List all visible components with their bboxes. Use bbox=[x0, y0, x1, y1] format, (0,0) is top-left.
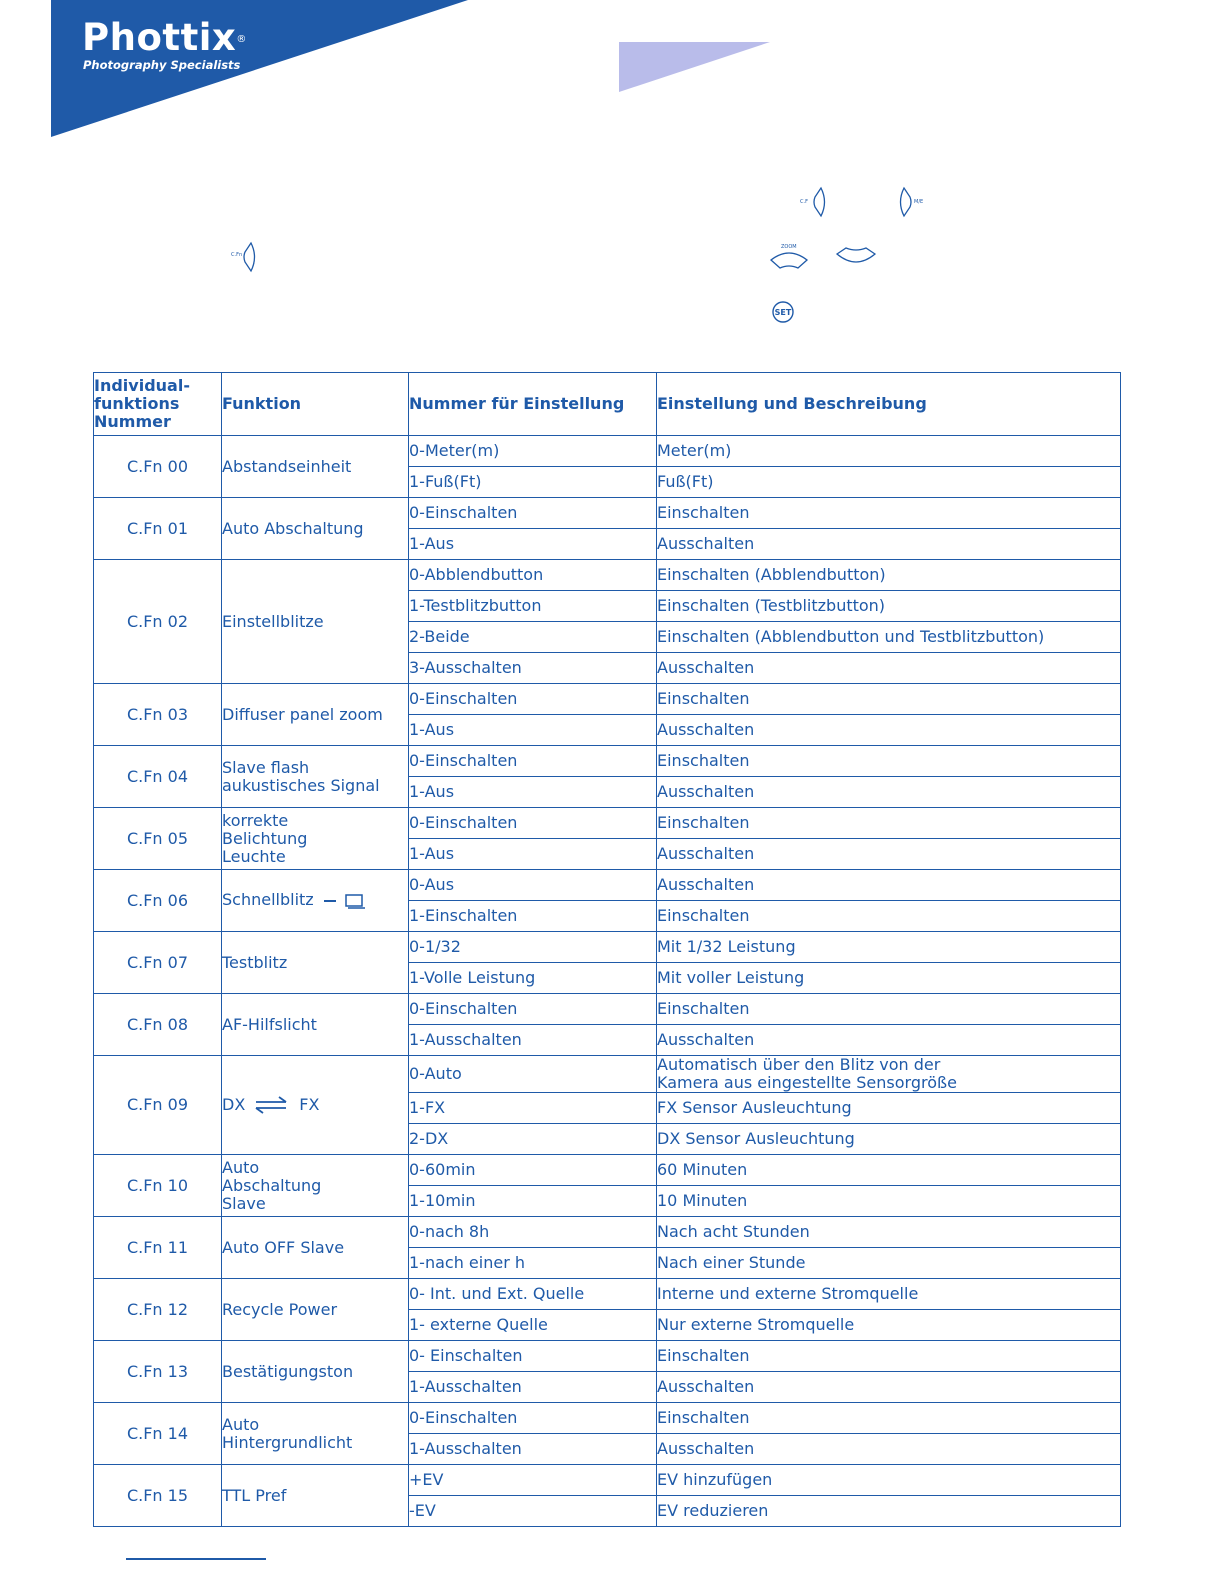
cfn-setting: 0-Einschalten bbox=[409, 808, 657, 839]
cfn-function bbox=[222, 1155, 409, 1217]
cfn-setting: 1-Aus bbox=[409, 777, 657, 808]
cfn-description bbox=[657, 1056, 1121, 1093]
description-line: EV reduzieren bbox=[657, 1501, 769, 1520]
description-line: Kamera aus eingestellte Sensorgröße bbox=[657, 1073, 957, 1092]
cfn-description bbox=[657, 436, 1121, 467]
table-header-row bbox=[94, 373, 1121, 436]
cfn-description bbox=[657, 870, 1121, 901]
description-line: 60 Minuten bbox=[657, 1160, 748, 1179]
cfn-setting: 1-10min bbox=[409, 1186, 657, 1217]
cfn-description bbox=[657, 1217, 1121, 1248]
function-label: TTL Pref bbox=[222, 1485, 287, 1505]
cfn-function bbox=[222, 1217, 409, 1279]
cfn-number: C.Fn 12 bbox=[94, 1279, 222, 1341]
function-label: Einstellblitze bbox=[222, 611, 324, 631]
description-line: Ausschalten bbox=[657, 782, 755, 801]
table-row bbox=[94, 498, 1121, 529]
cfn-function bbox=[222, 746, 409, 808]
cfn-number: C.Fn 13 bbox=[94, 1341, 222, 1403]
cfn-setting: 1-Aus bbox=[409, 529, 657, 560]
cfn-number: C.Fn 03 bbox=[94, 684, 222, 746]
function-label: Auto Abschaltung bbox=[222, 518, 364, 538]
dial-right-icon bbox=[892, 185, 928, 219]
cfn-setting: 1- externe Quelle bbox=[409, 1310, 657, 1341]
table-row bbox=[94, 436, 1121, 467]
cfn-description bbox=[657, 1434, 1121, 1465]
cfn-setting: 0-nach 8h bbox=[409, 1217, 657, 1248]
description-line: Einschalten bbox=[657, 906, 750, 925]
dial-bottom-icon bbox=[834, 244, 878, 272]
description-line: Mit 1/32 Leistung bbox=[657, 937, 796, 956]
cfn-setting: 0-1/32 bbox=[409, 932, 657, 963]
set-button-icon bbox=[771, 300, 795, 324]
cfn-number: C.Fn 01 bbox=[94, 498, 222, 560]
description-line: Einschalten (Abblendbutton) bbox=[657, 565, 886, 584]
table-row bbox=[94, 1341, 1121, 1372]
cfn-number: C.Fn 00 bbox=[94, 436, 222, 498]
cfn-function bbox=[222, 436, 409, 498]
cfn-number: C.Fn 05 bbox=[94, 808, 222, 870]
description-line: Interne und externe Stromquelle bbox=[657, 1284, 919, 1303]
function-label: Diffuser panel zoom bbox=[222, 704, 383, 724]
registered-mark: ® bbox=[236, 34, 247, 45]
cfn-description bbox=[657, 653, 1121, 684]
cfn-description bbox=[657, 1186, 1121, 1217]
function-label: Slave bbox=[222, 1193, 266, 1213]
cfn-description bbox=[657, 1372, 1121, 1403]
table-row bbox=[94, 808, 1121, 839]
cfn-number: C.Fn 02 bbox=[94, 560, 222, 684]
function-label: aukustisches Signal bbox=[222, 775, 380, 795]
cfn-description bbox=[657, 932, 1121, 963]
description-line: Ausschalten bbox=[657, 534, 755, 553]
table-body bbox=[94, 436, 1121, 1527]
description-line: Nach acht Stunden bbox=[657, 1222, 810, 1241]
function-label: korrekte bbox=[222, 810, 289, 830]
cfn-description bbox=[657, 1341, 1121, 1372]
brand-tagline: Photography Specialists bbox=[83, 58, 241, 72]
cfn-function bbox=[222, 684, 409, 746]
function-label: Schnellblitz bbox=[222, 890, 314, 910]
description-line: Mit voller Leistung bbox=[657, 968, 805, 987]
cfn-setting: 1-Aus bbox=[409, 839, 657, 870]
description-line: Einschalten bbox=[657, 999, 750, 1018]
header-number-line: Individual- bbox=[94, 376, 190, 395]
cfn-description bbox=[657, 1403, 1121, 1434]
description-line: Einschalten bbox=[657, 1408, 750, 1427]
description-line: Ausschalten bbox=[657, 1377, 755, 1396]
cfn-number: C.Fn 09 bbox=[94, 1056, 222, 1155]
cfn-setting: 1-Aus bbox=[409, 715, 657, 746]
description-line: DX Sensor Ausleuchtung bbox=[657, 1129, 855, 1148]
set-label: SET bbox=[774, 308, 792, 317]
svg-text:C.F: C.F bbox=[800, 199, 808, 205]
cfn-setting: 0-Aus bbox=[409, 870, 657, 901]
cfn-number: C.Fn 07 bbox=[94, 932, 222, 994]
cfn-description bbox=[657, 1025, 1121, 1056]
cfn-number: C.Fn 10 bbox=[94, 1155, 222, 1217]
cfn-number: C.Fn 08 bbox=[94, 994, 222, 1056]
header-function: Funktion bbox=[222, 373, 409, 436]
function-label: Leuchte bbox=[222, 846, 286, 866]
header-number bbox=[94, 373, 222, 436]
description-line: FX Sensor Ausleuchtung bbox=[657, 1098, 852, 1117]
dash-rectangle-icon bbox=[322, 892, 368, 910]
description-line: Einschalten bbox=[657, 751, 750, 770]
cfn-setting: 3-Ausschalten bbox=[409, 653, 657, 684]
cfn-description bbox=[657, 622, 1121, 653]
function-label: Bestätigungston bbox=[222, 1361, 354, 1381]
cfn-setting: 0-Auto bbox=[409, 1056, 657, 1093]
cfn-setting: 0-Einschalten bbox=[409, 994, 657, 1025]
cfn-setting: 1-Ausschalten bbox=[409, 1025, 657, 1056]
description-line: Ausschalten bbox=[657, 1030, 755, 1049]
description-line: Einschalten (Testblitzbutton) bbox=[657, 596, 886, 615]
function-label: Auto bbox=[222, 1414, 260, 1434]
cfn-description bbox=[657, 963, 1121, 994]
table-row bbox=[94, 1056, 1121, 1093]
description-line: 10 Minuten bbox=[657, 1191, 748, 1210]
cfn-setting: 0-Einschalten bbox=[409, 1403, 657, 1434]
dial-top-icon bbox=[768, 240, 810, 272]
description-line: Nur externe Stromquelle bbox=[657, 1315, 855, 1334]
function-label: DX bbox=[222, 1094, 246, 1114]
cfn-setting: 1-FX bbox=[409, 1093, 657, 1124]
cfn-setting: 1-nach einer h bbox=[409, 1248, 657, 1279]
cfn-setting: 0- Int. und Ext. Quelle bbox=[409, 1279, 657, 1310]
cfn-description bbox=[657, 808, 1121, 839]
description-line: Ausschalten bbox=[657, 1439, 755, 1458]
footer-rule bbox=[126, 1558, 266, 1560]
table-row bbox=[94, 684, 1121, 715]
cfn-function bbox=[222, 1465, 409, 1527]
cfn-description bbox=[657, 684, 1121, 715]
cfn-number: C.Fn 04 bbox=[94, 746, 222, 808]
cfn-description bbox=[657, 1496, 1121, 1527]
cfn-description bbox=[657, 498, 1121, 529]
function-label: FX bbox=[299, 1094, 320, 1114]
description-line: Fuß(Ft) bbox=[657, 472, 714, 491]
description-line: Einschalten bbox=[657, 1346, 750, 1365]
cfn-description bbox=[657, 529, 1121, 560]
cfn-setting: 1-Einschalten bbox=[409, 901, 657, 932]
description-line: Einschalten bbox=[657, 689, 750, 708]
cfn-description bbox=[657, 560, 1121, 591]
description-line: Ausschalten bbox=[657, 720, 755, 739]
cfn-setting: +EV bbox=[409, 1465, 657, 1496]
cfn-function bbox=[222, 1403, 409, 1465]
function-label: Belichtung bbox=[222, 828, 308, 848]
cfn-setting: 0-60min bbox=[409, 1155, 657, 1186]
table-row bbox=[94, 1155, 1121, 1186]
cfn-description bbox=[657, 1093, 1121, 1124]
description-line: Nach einer Stunde bbox=[657, 1253, 806, 1272]
description-line: Einschalten (Abblendbutton und Testblitzbutton) bbox=[657, 627, 1045, 646]
cfn-function bbox=[222, 932, 409, 994]
table-row bbox=[94, 560, 1121, 591]
cfn-setting: 0-Einschalten bbox=[409, 746, 657, 777]
header-number-line: Nummer bbox=[94, 412, 171, 431]
cfn-description bbox=[657, 1155, 1121, 1186]
cfn-function bbox=[222, 560, 409, 684]
cfn-setting: 0-Meter(m) bbox=[409, 436, 657, 467]
table-row bbox=[94, 1403, 1121, 1434]
function-label: Hintergrundlicht bbox=[222, 1432, 353, 1452]
cfn-setting: 0-Einschalten bbox=[409, 498, 657, 529]
cfn-function bbox=[222, 808, 409, 870]
dial-left-icon bbox=[229, 240, 265, 274]
cfn-function bbox=[222, 994, 409, 1056]
cfn-number: C.Fn 11 bbox=[94, 1217, 222, 1279]
description-line: EV hinzufügen bbox=[657, 1470, 773, 1489]
header-number-line: funktions bbox=[94, 394, 180, 413]
cfn-function bbox=[222, 1056, 409, 1155]
cfn-number: C.Fn 06 bbox=[94, 870, 222, 932]
cfn-description bbox=[657, 1279, 1121, 1310]
table-row bbox=[94, 932, 1121, 963]
table-row bbox=[94, 1217, 1121, 1248]
cfn-description bbox=[657, 994, 1121, 1025]
header-setting: Nummer für Einstellung bbox=[409, 373, 657, 436]
cfn-setting: 1-Ausschalten bbox=[409, 1372, 657, 1403]
cfn-setting: 0-Einschalten bbox=[409, 684, 657, 715]
header-description: Einstellung und Beschreibung bbox=[657, 373, 1121, 436]
table-row bbox=[94, 1465, 1121, 1496]
description-line: Automatisch über den Blitz von der bbox=[657, 1055, 941, 1074]
cfn-description bbox=[657, 746, 1121, 777]
function-label: AF-Hilfslicht bbox=[222, 1014, 317, 1034]
function-label: Auto bbox=[222, 1157, 260, 1177]
function-label: Abstandseinheit bbox=[222, 456, 352, 476]
accent-shape bbox=[0, 0, 780, 100]
dial-top-label: ZOOM bbox=[781, 244, 797, 250]
svg-text:C.Fn: C.Fn bbox=[231, 252, 243, 258]
cfn-setting: -EV bbox=[409, 1496, 657, 1527]
cfn-setting: 2-Beide bbox=[409, 622, 657, 653]
cfn-number: C.Fn 14 bbox=[94, 1403, 222, 1465]
cfn-description bbox=[657, 1248, 1121, 1279]
cfn-description bbox=[657, 839, 1121, 870]
cfn-description bbox=[657, 1465, 1121, 1496]
svg-text:M/E: M/E bbox=[914, 199, 924, 205]
table-row bbox=[94, 994, 1121, 1025]
cfn-setting: 1-Testblitzbutton bbox=[409, 591, 657, 622]
function-label: Testblitz bbox=[222, 952, 288, 972]
description-line: Meter(m) bbox=[657, 441, 732, 460]
cfn-setting: 1-Volle Leistung bbox=[409, 963, 657, 994]
function-label: Slave flash bbox=[222, 757, 310, 777]
dial-left-icon bbox=[799, 185, 833, 219]
cfn-setting: 0-Abblendbutton bbox=[409, 560, 657, 591]
cfn-setting: 1-Ausschalten bbox=[409, 1434, 657, 1465]
table-row bbox=[94, 1279, 1121, 1310]
cfn-description bbox=[657, 777, 1121, 808]
description-line: Ausschalten bbox=[657, 875, 755, 894]
swap-arrows-icon bbox=[253, 1096, 291, 1114]
description-line: Ausschalten bbox=[657, 844, 755, 863]
function-label: Abschaltung bbox=[222, 1175, 322, 1195]
cfn-setting: 0- Einschalten bbox=[409, 1341, 657, 1372]
custom-function-table bbox=[93, 372, 1121, 1527]
cfn-function bbox=[222, 498, 409, 560]
cfn-setting: 1-Fuß(Ft) bbox=[409, 467, 657, 498]
cfn-number: C.Fn 15 bbox=[94, 1465, 222, 1527]
cfn-setting: 2-DX bbox=[409, 1124, 657, 1155]
cfn-description bbox=[657, 467, 1121, 498]
table-row bbox=[94, 870, 1121, 901]
cfn-description bbox=[657, 901, 1121, 932]
function-label: Recycle Power bbox=[222, 1299, 338, 1319]
cfn-function bbox=[222, 1279, 409, 1341]
cfn-description bbox=[657, 715, 1121, 746]
cfn-description bbox=[657, 1310, 1121, 1341]
cfn-description bbox=[657, 591, 1121, 622]
description-line: Einschalten bbox=[657, 503, 750, 522]
brand-logo-text: Phottix bbox=[82, 16, 237, 59]
description-line: Ausschalten bbox=[657, 658, 755, 677]
cfn-description bbox=[657, 1124, 1121, 1155]
description-line: Einschalten bbox=[657, 813, 750, 832]
function-label: Auto OFF Slave bbox=[222, 1237, 345, 1257]
table-row bbox=[94, 746, 1121, 777]
cfn-function bbox=[222, 870, 409, 932]
cfn-function bbox=[222, 1341, 409, 1403]
